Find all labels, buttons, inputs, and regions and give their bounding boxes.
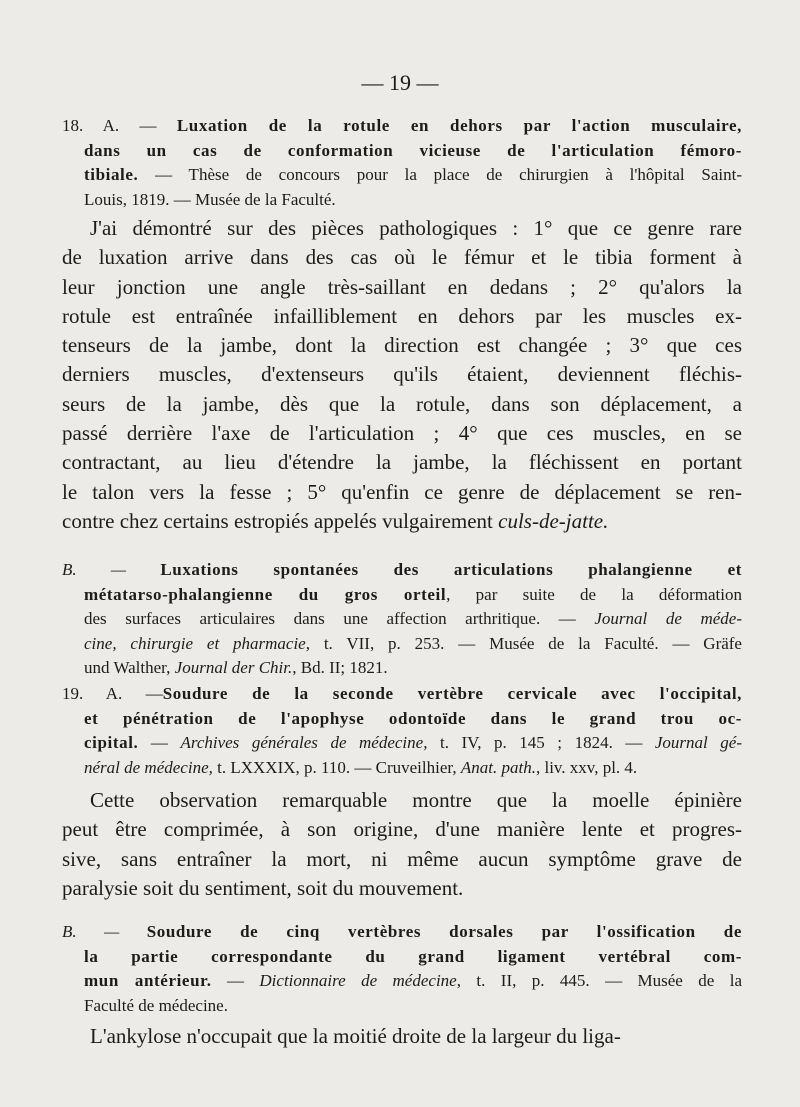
reference-line: Louis, 1819. — Musée de la Faculté.: [84, 189, 336, 209]
reference-entry-19a: 19. A. —Soudure de la seconde vertèbre cervicale avec l'occipital, et pénétration de l'apophyse odontoïde dans le grand trou oc- cipital. — Archives générales de médecine, t. IV, p. 145 ; 1824. — Journal gé- néral de médecine, t. LXXXIX, p. 110. — Cruveilhier, Anat. path., liv. xxv, pl. 4.: [62, 684, 742, 777]
page-number: — 19 —: [361, 70, 439, 95]
body-paragraph: Cette observation remarquable montre que la moelle épinière peut être comprimée, à son origine, d'une manière lente et progres- sive, sans entraîner la mort, ni même aucun symptôme grave de paralysie soit du sentiment, soit du mouvement.: [62, 788, 742, 900]
body-paragraph: L'ankylose n'occupait que la moitié droite de la largeur du liga-: [90, 1024, 621, 1048]
reference-entry-18b: B. — Luxations spontanées des articulations phalangienne et métatarso-phalangienne du gros orteil, par suite de la déformation des surfaces articulaires dans une affection arthritique. — Journal de méde- cine, chirurgie et pharmacie, t. VII, p. 253. — Musée de la Faculté. — Gräfe und Walther, Journal der Chir., Bd. II; 1821.: [62, 560, 742, 677]
reference-line: 18. A. — Luxation de la rotule en dehors par l'action musculaire,: [62, 116, 742, 135]
reference-line: tibiale. — Thèse de concours pour la place de chirurgien à l'hôpital Saint-: [84, 165, 742, 184]
reference-line: dans un cas de conformation vicieuse de l'articulation fémoro-: [84, 140, 742, 160]
reference-entry-18a: [62, 114, 742, 212]
reference-entry-19b: B. — Soudure de cinq vertèbres dorsales par l'ossification de la partie correspondante du grand ligament vertébral com- mun antérieur. — Dictionnaire de médecine, t. II, p. 445. — Musée de la Faculté de médecine.: [62, 922, 742, 1015]
body-paragraph: J'ai démontré sur des pièces pathologiques : 1° que ce genre rare de luxation arrive dans des cas où le fémur et le tibia forment à leur jonction une angle très-saillant en dedans ; 2° qu'alors la rotule est entraînée infailliblement en dehors par les muscles ex- tenseurs de la jambe, dont la direction est changée ; 3° que ces derniers muscles, d'extenseurs qu'ils étaient, deviennent fléchis- seurs de la jambe, dès que la rotule, dans son déplacement, a passé derrière l'axe de l'articulation ; 4° que ces muscles, en se contractant, au lieu d'étendre la jambe, la fléchissent en portant le talon vers la fesse ; 5° qu'enfin ce genre de déplacement se ren- contre chez certains estropiés appelés vulgairement culs-de-jatte.: [62, 216, 742, 533]
